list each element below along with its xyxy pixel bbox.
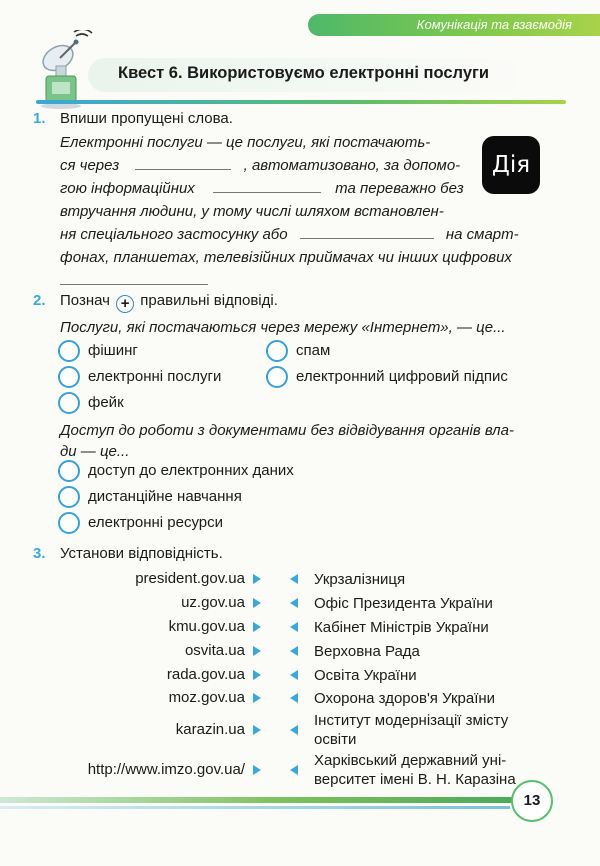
site-label: http://www.imzo.gov.ua/ [87,761,245,778]
answer-circle[interactable] [266,340,288,362]
option-label: доступ до електронних даних [88,462,294,479]
plus-circle-icon: + [116,295,134,313]
title-underline [36,100,566,104]
fill-blank[interactable] [300,224,434,239]
task1-text-line: Електронні послуги — це послуги, які постачають- [60,134,431,151]
arrow-right-icon[interactable] [253,574,261,584]
org-label: Укрзалізниця [314,571,406,588]
answer-circle[interactable] [58,486,80,508]
task1-text-line: та переважно без [335,180,464,197]
task2-heading [60,292,278,313]
site-label: karazin.ua [175,721,245,738]
org-label [314,751,516,789]
org-label [314,711,508,749]
arrow-right-icon[interactable] [253,725,261,735]
task1-text-line: ся через [60,157,120,174]
arrow-left-icon[interactable] [290,693,298,703]
option-label: електронні ресурси [88,514,224,531]
quest-title: Квест 6. Використовуємо електронні послуги [118,64,490,82]
task2-question1: Послуги, які постачаються через мережу «Інтернет», — це... [60,319,506,336]
task3-heading: Установи відповідність. [60,545,223,562]
option-label: фішинг [88,342,138,359]
org-label: Охорона здоров'я України [314,690,496,707]
arrow-right-icon[interactable] [253,693,261,703]
answer-circle[interactable] [58,392,80,414]
arrow-left-icon[interactable] [290,646,298,656]
task1-text-line: фонах, планшетах, телевізійних приймачах чи інших цифрових [60,249,512,266]
arrow-right-icon[interactable] [253,622,261,632]
site-label: moz.gov.ua [168,689,245,706]
task1-heading: Впиши пропущені слова. [60,110,233,127]
task2-question2: Доступ до роботи з документами без відвідування органів вла- [60,422,514,439]
site-label: kmu.gov.ua [168,618,245,635]
site-label: osvita.ua [184,642,245,659]
arrow-left-icon[interactable] [290,670,298,680]
footer-stripe [0,797,520,803]
page-number: 13 [511,780,553,822]
task2-heading-text: Познач [60,292,110,309]
option-label: електронні послуги [88,368,222,385]
task1-text-line: втручання людини, у тому числі шляхом встановлен- [60,203,444,220]
arrow-right-icon[interactable] [253,646,261,656]
arrow-left-icon[interactable] [290,725,298,735]
answer-circle[interactable] [58,366,80,388]
fill-blank[interactable] [213,178,321,193]
option-label: дистанційне навчання [88,488,242,505]
fill-blank[interactable] [135,155,231,170]
org-label-line: верситет імені В. Н. Каразіна [314,771,516,788]
site-label: uz.gov.ua [181,594,245,611]
task1-text-line: на смарт- [445,226,519,243]
site-label: president.gov.ua [135,570,245,587]
section-title: Комунікація та взаємодія [416,17,572,32]
section-header-band [308,14,600,36]
task1-text-line: ня спеціального застосунку або [60,226,288,243]
arrow-left-icon[interactable] [290,622,298,632]
answer-circle[interactable] [58,340,80,362]
org-label-line: Харківський державний уні- [314,752,507,769]
arrow-left-icon[interactable] [290,765,298,775]
org-label: Освіта України [314,667,417,684]
arrow-right-icon[interactable] [253,598,261,608]
task2-number: 2. [33,292,46,309]
answer-circle[interactable] [58,460,80,482]
org-label: Кабінет Міністрів України [314,619,489,636]
task2-question2: ди — це... [60,443,130,460]
org-label-line: освіти [314,731,357,748]
option-label: спам [296,342,331,359]
option-label: електронний цифровий підпис [296,368,508,385]
task1-text-line: гою інформаційних [60,180,195,197]
answer-circle[interactable] [266,366,288,388]
task2-heading-text: правильні відповіді. [140,292,278,309]
task1-text-line: , автоматизовано, за допомо- [243,157,461,174]
arrow-right-icon[interactable] [253,765,261,775]
arrow-right-icon[interactable] [253,670,261,680]
arrow-left-icon[interactable] [290,598,298,608]
site-label: rada.gov.ua [166,666,245,683]
diia-logo: Дія [482,136,540,194]
footer-stripe [0,806,510,809]
task1-number: 1. [33,110,46,127]
option-label: фейк [88,394,124,411]
answer-circle[interactable] [58,512,80,534]
task3-number: 3. [33,545,46,562]
org-label-line: Інститут модернізації змісту [314,712,509,729]
arrow-left-icon[interactable] [290,574,298,584]
org-label: Офіс Президента України [314,595,493,612]
fill-blank[interactable] [60,270,208,285]
org-label: Верховна Рада [314,643,420,660]
